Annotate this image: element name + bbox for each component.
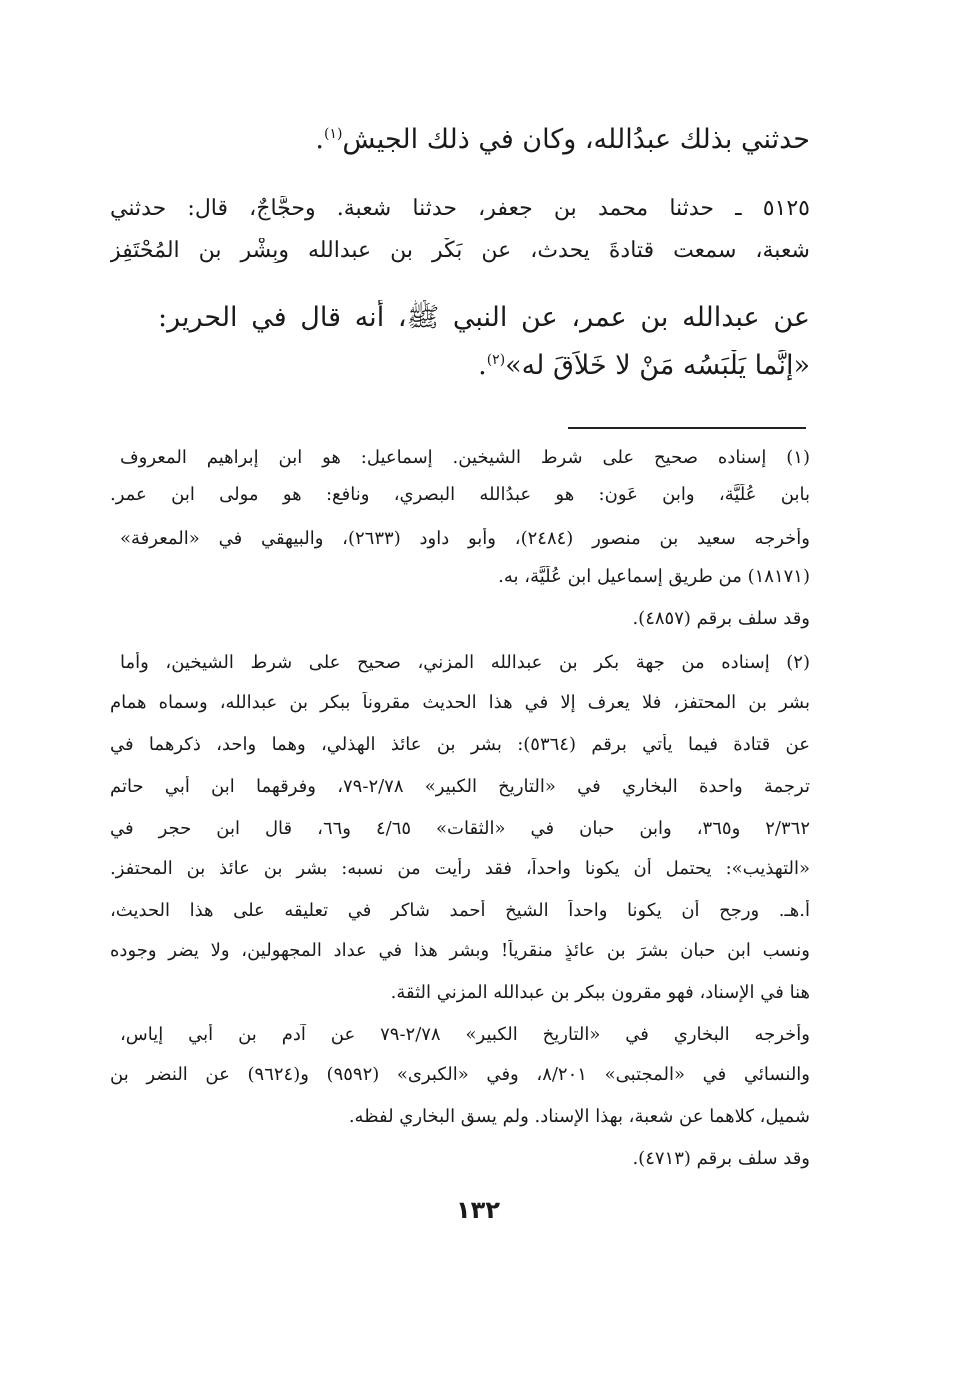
hadith-line: ٥١٢٥ ـ حدثنا محمد بن جعفر، حدثنا شعبة. وحجَّاجٌ، قال: حدثني: [110, 196, 810, 221]
footnote-line: وقد سلف برقم (٤٧١٣).: [632, 1148, 810, 1169]
hadith-line: شعبة، سمعت قتادةَ يحدث، عن بَكْر بن عبدالله وبِشْر بن المُحْتَفِز: [110, 238, 810, 263]
footnote-line: بابن عُلَيَّة، وابن عَون: هو عبدُالله البصري، ونافع: هو مولى ابن عمر.: [110, 484, 810, 505]
footnote-line: شميل، كلاهما عن شعبة، بهذا الإسناد. ولم يسق البخاري لفظه.: [348, 1106, 810, 1127]
footnote-line: أ.هـ. ورجح أن يكونا واحداً الشيخ أحمد شاكر في تعليقه على هذا الحديث،: [110, 900, 810, 921]
footnote-line: ٢/٣٦٢ و٣٦٥، وابن حبان في «الثقات» ٤/٦٥ و٦٦، قال ابن حجر في: [110, 818, 810, 839]
footnote-line: (١٨١٧١) من طريق إسماعيل ابن عُلَيَّة، به.: [498, 566, 810, 587]
footnote-line: ترجمة واحدة البخاري في «التاريخ الكبير» ٢/٧٨-٧٩، وفرقهما ابن أبي حاتم: [110, 776, 810, 797]
footnote-line: والنسائي في «المجتبى» ٨/٢٠١، وفي «الكبرى» (٩٥٩٢) و(٩٦٢٤) عن النضر بن: [110, 1064, 810, 1085]
footnote-line: وقد سلف برقم (٤٨٥٧).: [632, 608, 810, 629]
line-end-mark: .: [315, 124, 324, 155]
line-end-mark: .: [478, 350, 487, 381]
footnote-separator: [568, 427, 806, 429]
page-number: ١٣٢: [456, 1196, 500, 1224]
footnote-line: هنا في الإسناد، فهو مقرون ببكر بن عبدالله المزني الثقة.: [390, 982, 810, 1003]
footnote-line: «التهذيب»: يحتمل أن يكونا واحداً، فقد رأيت من نسبه: بشر بن عائذ بن المحتفز.: [110, 858, 810, 879]
hadith-line: عن عبدالله بن عمر، عن النبي ﷺ، أنه قال في الحرير:: [158, 302, 810, 333]
footnote-line: عن قتادة فيما يأتي برقم (٥٣٦٤): بشر بن عائذ الهذلي، وهما واحد، ذكرهما في: [110, 734, 810, 755]
footnote-line: (٢) إسناده من جهة بكر بن عبدالله المزني، صحيح على شرط الشيخين، وأما: [120, 652, 810, 673]
hadith-line-text: حدثني بذلك عبدُالله، وكان في ذلك الجيش: [342, 124, 810, 155]
footnote-line: (١) إسناده صحيح على شرط الشيخين. إسماعيل: هو ابن إبراهيم المعروف: [120, 447, 810, 468]
hadith-line: [110, 124, 810, 155]
hadith-line: [110, 350, 810, 381]
footnote-marker: (٢): [486, 352, 506, 368]
footnote-line: ونسب ابن حبان بشرَ بن عائذٍ منقرياً! وبشر هذا في عداد المجهولين، ولا يضر وجوده: [110, 940, 810, 961]
footnote-line: وأخرجه سعيد بن منصور (٢٤٨٤)، وأبو داود (٢٦٣٣)، والبيهقي في «المعرفة»: [120, 528, 810, 549]
hadith-line-text: «إنَّما يَلْبَسُه مَنْ لا خَلاَقَ له»: [505, 350, 810, 381]
footnote-marker: (١): [323, 126, 343, 142]
footnote-line: بشر بن المحتفز، فلا يعرف إلا في هذا الحديث مقروناً ببكر بن عبدالله، وسماه همام: [110, 692, 810, 713]
footnote-line: وأخرجه البخاري في «التاريخ الكبير» ٢/٧٨-٧٩ عن آدم بن أبي إياس،: [120, 1024, 810, 1045]
